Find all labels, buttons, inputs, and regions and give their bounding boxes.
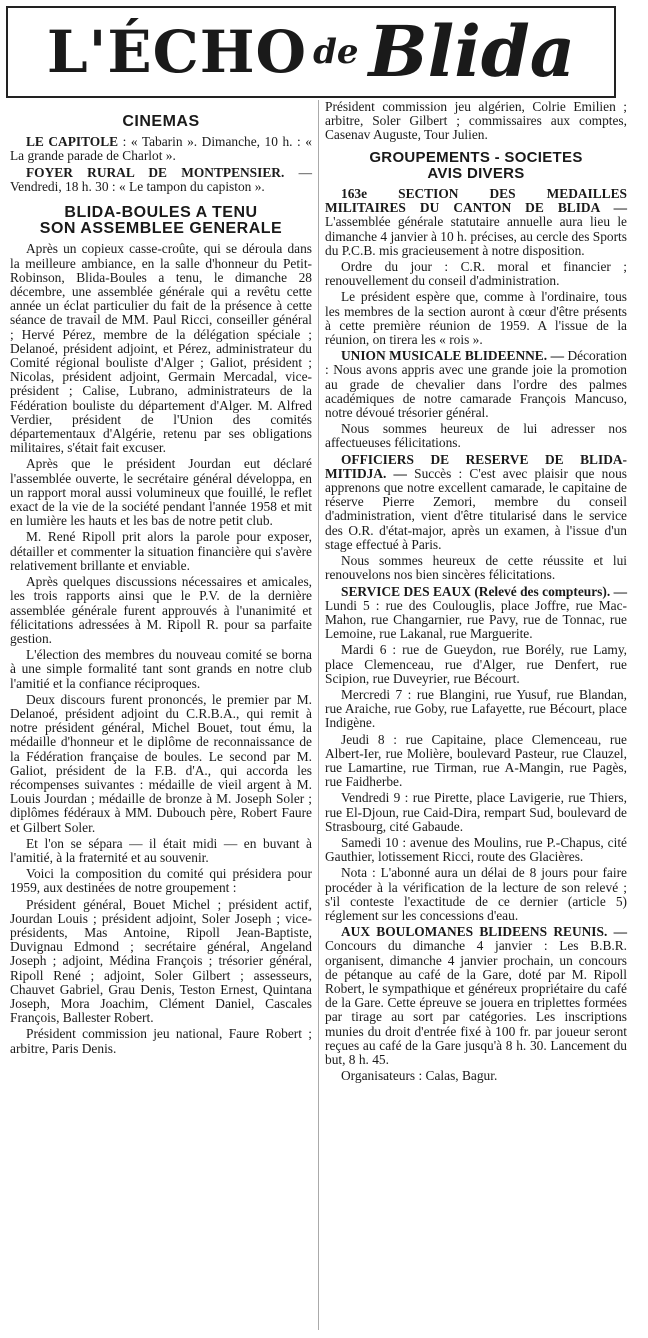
- intro-paragraph: Président commission jeu algérien, Colrie Emilien ; arbitre, Soler Gilbert ; commissaires aux comptes, Casenav Auguste, Tour Julien.: [325, 99, 627, 143]
- boulomanes-paragraph: Organisateurs : Calas, Bagur.: [341, 1068, 498, 1084]
- masthead-blida: Blida: [368, 10, 576, 93]
- article-paragraph: Président général, Bouet Michel ; président actif, Jourdan Louis ; président adjoint, Soler Joseph ; vice-présidents, Mas Antoine, Ripoll Jean-Baptiste, Duvignau Edmond ; secrétaire général, Angeland Joseph ; adjoint, Médina François ; trésorier général, Ripoll René ; adjoint, Soler Gilbert ; assesseurs, Chauvet Gabriel, Grau Denis, Teston Ernest, Quintana Joseph, Mora Joachim, Clément Daniel, Cascales François, Ballester Robert.: [10, 896, 312, 1026]
- cinema-capitole-name: LE CAPITOLE: [26, 134, 119, 150]
- boulomanes-heading: AUX BOULOMANES BLIDEENS REUNIS. —: [341, 924, 627, 940]
- boulomanes-notice: [325, 925, 627, 1067]
- cinema-foyer-text: — Vendredi, 18 h. 30 : « Le tampon du capiston ».: [10, 164, 312, 194]
- medailles-text: L'assemblée générale statutaire annuelle aura lieu le dimanche 4 janvier à 10 h. précises, au cercle des Sports du P.C.B. mis gracieusement à notre disposition.: [325, 214, 627, 258]
- eaux-paragraph: Nota : L'abonné aura un délai de 8 jours pour faire procéder à la vérification de la lecture de son relevé ; s'il conteste l'exactitude de ce dernier (article 5) réglement sur les concessions d'eau.: [325, 865, 627, 923]
- column-divider: [318, 100, 319, 1330]
- union-paragraph: Nous sommes heureux de lui adresser nos affectueuses félicitations.: [325, 421, 627, 451]
- medailles-heading: 163e SECTION DES MEDAILLES MILITAIRES DU CANTON DE BLIDA —: [325, 186, 627, 216]
- masthead-de: de: [313, 32, 359, 72]
- article-paragraph: Après un copieux casse-croûte, qui se déroula dans la meilleure ambiance, en la salle d'honneur du Petit-Robinson, Blida-Boules a tenu, le dimanche 28 décembre, une assemblée générale qui a revêtu cette année un éclat particulier du fait de la présence à cette séance de travail de MM. Paul Ricci, conseiller général ; Hervé Pérez, membre de la délégation spéciale ; Delanoé, président adjoint, et Pérez, administrateur du Comité régional bouliste d'Alger ; Galiot, président ; Nicolas, président adjoint, Germain Mercadal, vice-président ; Calise, Lubrano, administrateurs de la Fédération bouliste du département d'Alger. M. Alfred Verdier, président de l'Union des comités départementaux d'Algérie, retenu par ses obligations militaires, s'était fait excuser.: [10, 241, 312, 456]
- article-paragraph: Après que le président Jourdan eut déclaré l'assemblée ouverte, le secrétaire général développa, en un rapport moral aussi volumineux que fouillé, le reflet exact de la vie de la société pendant l'année 1958 et mit en lumière les hauts et les bas de notre petit club.: [10, 456, 312, 529]
- medailles-paragraph: Le président espère que, comme à l'ordinaire, tous les membres de la section auront à cœur d'être présents à cette première réunion de 1959. A l'issue de la réunion, on tirera les « rois ».: [325, 289, 627, 348]
- right-column: [325, 100, 627, 1085]
- eaux-text: Lundi 5 : rue des Coulouglis, place Joffre, rue Mac-Mahon, rue Changarnier, rue Pavy, rue de Tonnac, rue Lemoine, rue Lakanal, rue Marguerite.: [325, 597, 627, 642]
- eaux-paragraph: Samedi 10 : avenue des Moulins, rue P.-Chapus, cité Gauthier, lotissement Ricci, route des Glacières.: [325, 834, 627, 865]
- left-column: [10, 105, 312, 1058]
- eaux-paragraph: Mardi 6 : rue de Gueydon, rue Borély, rue Lamy, place Clemenceau, rue d'Alger, rue Denfert, rue Scipion, rue Duveyrier, rue Bécourt.: [325, 642, 627, 686]
- article-paragraph: Deux discours furent prononcés, le premier par M. Delanoé, président adjoint du C.R.B.A., qui remit à notre président général, Michel Bouet, tout ému, la médaille d'honneur et le diplôme de reconnaissance de la Fédération française de boules. Le second par M. Galiot, président de la F.B. d'A., qui accorda les récompenses suivantes : médaille de vieil argent à M. Louis Jourdan ; médaille de bronze à M. Joseph Soler ; diplômes fédéraux à MM. Dubouch père, Robert Faure et Gilbert Soler.: [10, 691, 312, 835]
- masthead-title: L'ÉCHO: [46, 18, 308, 86]
- section-title-line1: GROUPEMENTS - SOCIETES: [369, 148, 583, 166]
- eaux-notice: [325, 585, 627, 642]
- officiers-heading: OFFICIERS DE RESERVE DE BLIDA-MITIDJA. —: [325, 451, 627, 481]
- cinemas-heading: CINEMAS: [122, 113, 200, 130]
- article-title-line1: BLIDA-BOULES A TENU: [64, 204, 258, 222]
- article-paragraph: Après quelques discussions nécessaires et amicales, les trois rapports ainsi que le P.V. de la dernière assemblée générale furent approuvés à l'unanimité et félicitations adressées à M. Ripoll R. pour sa parfaite gestion.: [10, 574, 312, 646]
- section-title-line2: AVIS DIVERS: [427, 164, 525, 182]
- union-heading: UNION MUSICALE BLIDEENNE. —: [341, 348, 564, 364]
- boulomanes-text: Concours du dimanche 4 janvier : Les B.B.R. organisent, dimanche 4 janvier prochain, un concours de pétanque au café de la Gare, doté par M. Ripoll Robert, le sympathique et généreux propriétaire du café de la Gare. Cette épreuve se jouera en triplettes formées par tirage au sort par catégories. Les inscriptions munies du droit d'entrée fixé à 100 fr. par joueur seront reçues au café de la Gare jusqu'à 8 h. 30. Lancement du but, 8 h. 45.: [325, 938, 627, 1067]
- cinema-foyer: [10, 166, 312, 194]
- eaux-paragraph: Vendredi 9 : rue Pirette, place Lavigerie, rue Thiers, rue El-Djoun, rue Caid-Dira, rempart Sud, boulevard de Strasbourg, cité Gabaude.: [325, 790, 627, 834]
- union-notice: [325, 349, 627, 420]
- union-text: Décoration : Nous avons appris avec une grande joie la promotion au grade de chevalier dans l'ordre des palmes académiques de notre camarade François Mancuso, notre dévoué trésorier général.: [325, 348, 627, 421]
- article-paragraph: Et l'on se sépara — il était midi — en buvant à l'amitié, à la fraternité et au souvenir.: [10, 835, 312, 865]
- article-paragraph: M. René Ripoll prit alors la parole pour exposer, détailler et commenter la situation financière qui s'avère relativement brillante et enviable.: [10, 529, 312, 573]
- masthead: [6, 6, 616, 98]
- article-paragraph: Voici la composition du comité qui présidera pour 1959, aux destinées de notre groupement :: [10, 866, 312, 896]
- officiers-text: Succès : C'est avec plaisir que nous apprenons que notre excellent camarade, le capitaine de réserve Pierre Zemori, membre du conseil d'administration, vient d'être titularisé dans le service des O.R. d'état-major, après un examen, à l'issue d'un stage effectué à Paris.: [325, 465, 627, 552]
- medailles-paragraph: Ordre du jour : C.R. moral et financier ; renouvellement du conseil d'administration.: [325, 259, 627, 289]
- medailles-notice: [325, 187, 627, 258]
- eaux-paragraph: Jeudi 8 : rue Capitaine, place Clemenceau, rue Albert-Ier, rue Molière, boulevard Pasteur, rue Clauzel, rue Lamartine, rue Tirman, rue A-Mangin, rue Pagès, rue Faidherbe.: [325, 731, 627, 790]
- eaux-paragraph: Mercredi 7 : rue Blangini, rue Yusuf, rue Blandan, rue Araiche, rue Goby, rue Lafayette, rue Bécourt, place Indigène.: [325, 686, 627, 731]
- officiers-paragraph: Nous sommes heureux de cette réussite et lui renouvelons nos bien sincères félicitations.: [325, 553, 627, 583]
- article-paragraph: L'élection des membres du nouveau comité se borna à une simple formalité tant sont grands en notre club l'amitié et la confiance réciproques.: [10, 647, 312, 691]
- eaux-heading: SERVICE DES EAUX (Relevé des compteurs). —: [341, 583, 627, 599]
- article-title-line2: SON ASSEMBLEE GENERALE: [39, 220, 283, 238]
- cinema-capitole-text: : « Tabarin ». Dimanche, 10 h. : « La grande parade de Charlot ».: [10, 134, 312, 164]
- officiers-notice: [325, 453, 627, 552]
- cinema-foyer-name: FOYER RURAL DE MONTPENSIER.: [26, 164, 285, 180]
- cinema-capitole: [10, 135, 312, 163]
- article-paragraph: Président commission jeu national, Faure Robert ; arbitre, Paris Denis.: [10, 1026, 312, 1056]
